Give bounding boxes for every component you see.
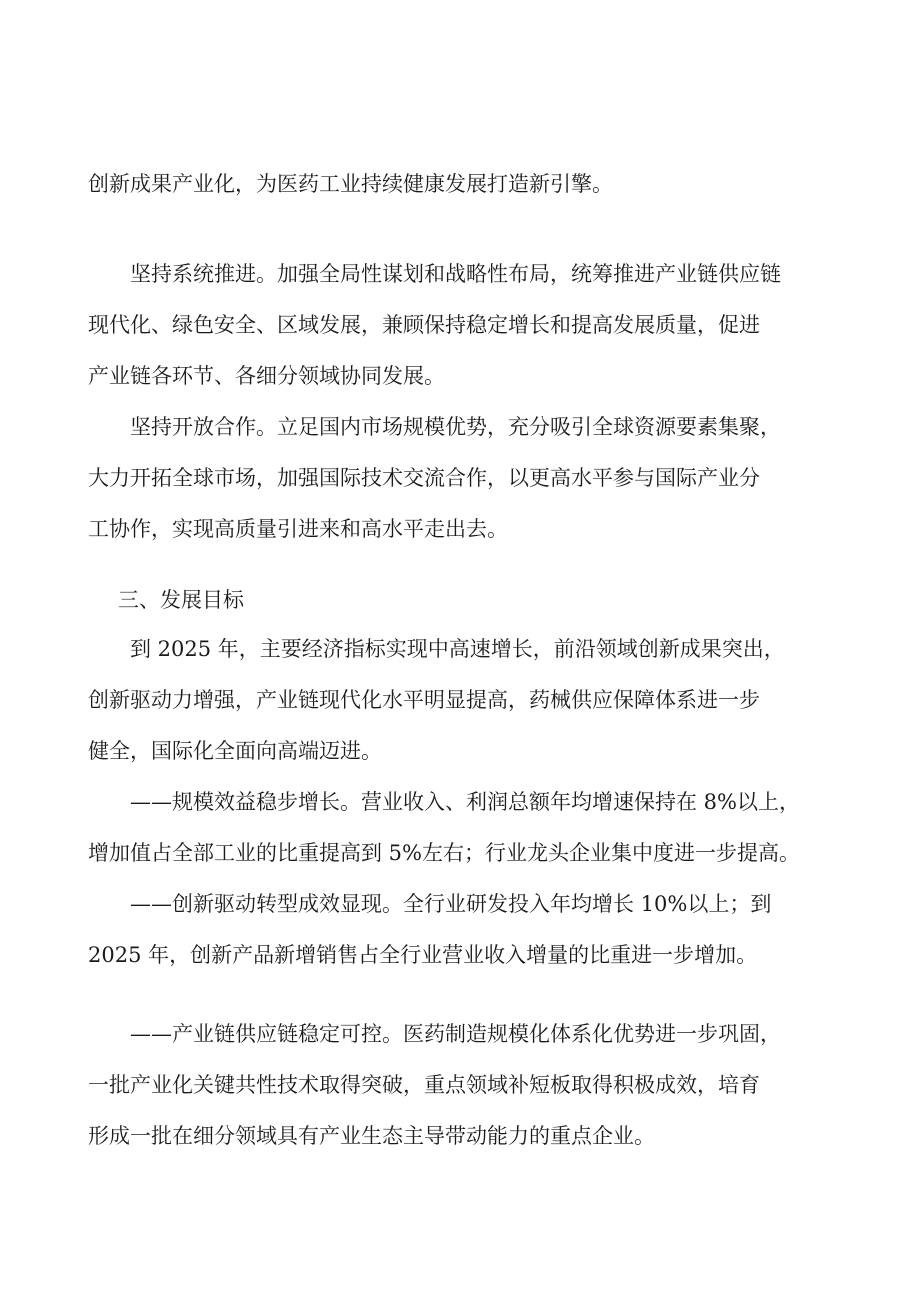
paragraph-line: 坚持系统推进。加强全局性谋划和战略性布局，统筹推进产业链供应链 [130,262,781,286]
paragraph-line: 产业链各环节、各细分领域协同发展。 [88,364,445,388]
paragraph-line: 增加值占全部工业的比重提高到 5%左右；行业龙头企业集中度进一步提高。 [88,841,800,865]
paragraph-line: 形成一批在细分领域具有产业生态主导带动能力的重点企业。 [88,1124,655,1148]
paragraph-line: 一批产业化关键共性技术取得突破，重点领域补短板取得积极成效，培育 [88,1073,760,1097]
paragraph-line: 大力开拓全球市场，加强国际技术交流合作，以更高水平参与国际产业分 [88,466,760,490]
paragraph-line: 到 2025 年，主要经济指标实现中高速增长，前沿领域创新成果突出， [130,637,785,661]
paragraph-line: 创新成果产业化，为医药工业持续健康发展打造新引擎。 [88,172,613,196]
paragraph-line: 创新驱动力增强，产业链现代化水平明显提高，药械供应保障体系进一步 [88,688,760,712]
paragraph-line: 现代化、绿色安全、区域发展，兼顾保持稳定增长和提高发展质量，促进 [88,313,760,337]
paragraph-line: ——创新驱动转型成效显现。全行业研发投入年均增长 10%以上；到 [130,892,772,916]
section-heading: 三、发展目标 [118,588,244,612]
paragraph-line: 工协作，实现高质量引进来和高水平走出去。 [88,517,508,541]
paragraph-line: 2025 年，创新产品新增销售占全行业营业收入增量的比重进一步增加。 [88,943,758,967]
paragraph-line: 健全，国际化全面向高端迈进。 [88,739,382,763]
paragraph-line: ——规模效益稳步增长。营业收入、利润总额年均增速保持在 8%以上， [130,790,800,814]
paragraph-line: 坚持开放合作。立足国内市场规模优势，充分吸引全球资源要素集聚， [130,415,781,439]
paragraph-line: ——产业链供应链稳定可控。医药制造规模化体系化优势进一步巩固， [130,1022,781,1046]
